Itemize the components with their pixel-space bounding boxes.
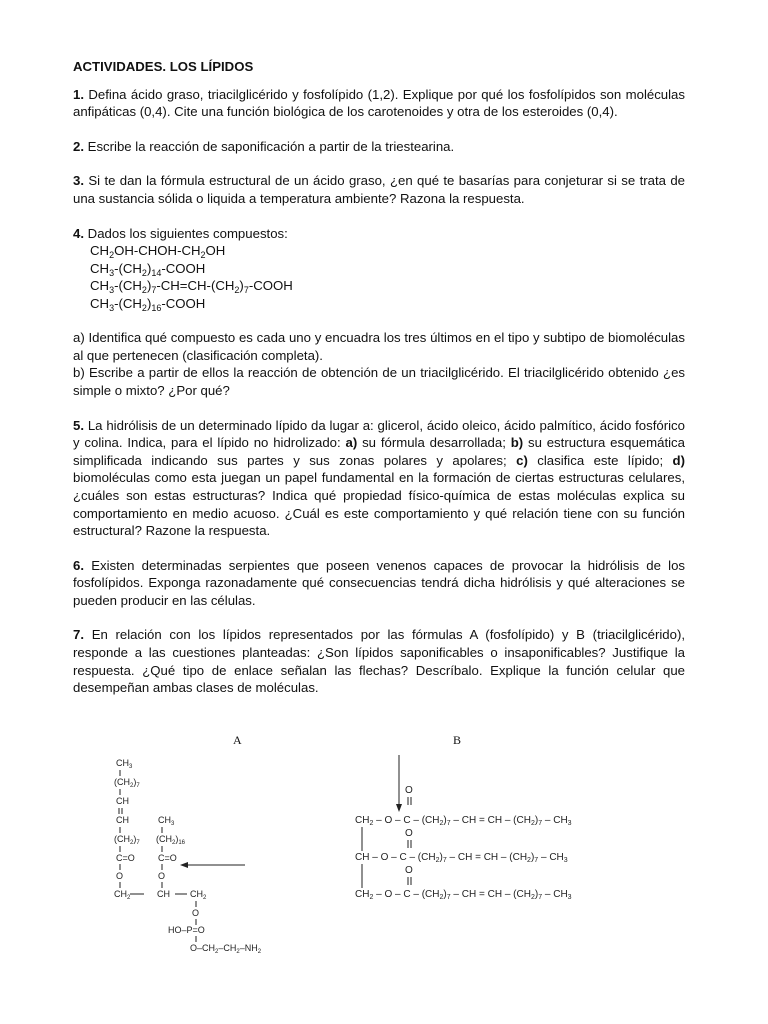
svg-text:CH3: $CH_3$	[158, 815, 175, 827]
question-6	[73, 557, 685, 610]
compound-formula: $CH_3-(CH_2)_7-CH=CH-(CH_2)_7$-COOH	[90, 278, 293, 296]
page-title: ACTIVIDADES. LOS LÍPIDOS	[73, 59, 254, 74]
question-2	[73, 138, 685, 156]
question-part-b: b) Escribe a partir de ellos la reacción de obtención de un triacilglicérido. El triacilglicérido obtenido ¿es simple o mixto? ¿Por qué?	[73, 365, 685, 398]
svg-text:CH: CH	[116, 796, 129, 806]
compound-list	[90, 242, 685, 312]
svg-text:CH2 – O – C – (CH2)7 – CH = CH: $CH_2$ – O – C – $(CH_2)_7$ – CH = CH – $(CH_2)_7 - CH_3$	[355, 815, 572, 827]
question-text: Si te dan la fórmula estructural de un ácido graso, ¿en qué te basarías para conjeturar si se trata de una sustancia sólida o liquida a temperatura ambiente? Razona la respuesta.	[73, 173, 685, 206]
question-number: 2.	[73, 138, 84, 154]
figure-label-b: B	[453, 733, 462, 747]
svg-text:CH – O – C – (CH2)7 – CH = CH: CH – O – C – $(CH_2)_7$ – CH = CH – $(CH_2)_7 - CH_3$	[355, 852, 568, 864]
question-number: 5.	[73, 417, 84, 433]
svg-text:CH3: $CH_3$	[116, 758, 133, 770]
structure-b	[355, 755, 572, 901]
figure-label-a: A	[233, 733, 242, 747]
question-number: 1.	[73, 86, 84, 102]
question-intro: Dados los siguientes compuestos:	[87, 225, 288, 241]
question-3	[73, 172, 685, 207]
svg-text:O: O	[192, 908, 200, 918]
svg-text:C=O: C=O	[116, 853, 135, 863]
structure-a	[114, 758, 262, 955]
structure-drawing	[100, 730, 600, 960]
compound-formula: $CH_2OH-CHOH-CH_2OH$	[90, 243, 226, 261]
question-text: La hidrólisis de un determinado lípido da lugar a: glicerol, ácido oleico, ácido palmítico, ácido fosfórico y colina. Indica, para el lípido no hidrolizado:	[73, 417, 685, 451]
svg-text:CH: CH	[157, 889, 170, 899]
question-4	[73, 225, 685, 400]
question-text: En relación con los lípidos representados por las fórmulas A (fosfolípido) y B (triacilglicérido), responde a las cuestiones planteadas: ¿Son lípidos saponificables o insaponificables? Justifique la respuesta. ¿Qué tipo de enlace señalan las flechas? Descríbalo. Explique la función celular que desempeñan ambas clases de moléculas.	[73, 627, 686, 696]
question-text: biomoléculas como esta juegan un papel fundamental en la formación de ciertas estructuras celulares, ¿cuáles son estas estructuras? Indica qué propiedad físico-química de estas moléculas explica su comportamiento en medio acuoso. ¿Cuál es este comportamiento y qué relación tiene con su función estructural? Razone la respuesta.	[73, 470, 685, 539]
question-part-a: a) Identifica qué compuesto es cada uno y encuadra los tres últimos en el tipo y subtipo de biomoléculas al que pertenecen (clasificación completa).	[73, 330, 685, 363]
question-number: 4.	[73, 225, 84, 241]
svg-text:O: O	[158, 871, 166, 881]
question-number: 6.	[73, 557, 84, 573]
part-label: b)	[510, 435, 524, 451]
svg-text:(CH2)7: $(CH_2)_7$	[114, 777, 140, 789]
lipid-structures-figure	[100, 730, 600, 960]
svg-text:(CH2)7: $(CH_2)_7$	[114, 834, 140, 846]
svg-text:O: O	[116, 871, 124, 881]
svg-text:O: O	[405, 785, 413, 796]
question-1	[73, 86, 685, 121]
question-text: Escribe la reacción de saponificación a partir de la triestearina.	[87, 138, 455, 154]
question-number: 7.	[73, 627, 84, 643]
svg-text:HO–P=O: HO–P=O	[168, 925, 205, 935]
svg-text:CH: CH	[116, 815, 129, 825]
part-label: c)	[516, 452, 528, 468]
compound-formula: $CH_3-(CH_2)_{14}$-COOH	[90, 260, 206, 278]
svg-text:O–CH2–CH2–NH2: $O-CH_2-CH_2-NH_2$	[190, 943, 262, 955]
question-text: Defina ácido graso, triacilglicérido y fosfolípido (1,2). Explique por qué los fosfolípidos son moléculas anfipáticas (0,4). Cite una función biológica de los carotenoides y otra de los esteroides (0,4).	[73, 86, 685, 120]
svg-text:(CH2)16: $(CH_2)_{16}$	[156, 834, 186, 846]
question-text: Existen determinadas serpientes que poseen venenos capaces de provocar la hidrólisis de los fosfolípidos. Exponga razonadamente qué consecuencias tendrá dicha hidrólisis y qué alteraciones se pueden producir en las células.	[73, 557, 685, 608]
svg-text:O: O	[405, 828, 413, 839]
compound-formula: $CH_3-(CH_2)_{16}$-COOH	[90, 295, 206, 313]
svg-text:CH2: $CH_2$	[114, 889, 131, 901]
svg-text:O: O	[405, 865, 413, 876]
question-text: clasifica este lípido;	[537, 452, 664, 468]
question-text: su fórmula desarrollada;	[362, 435, 506, 451]
svg-text:CH2: $CH_2$	[190, 889, 207, 901]
document-page	[73, 58, 685, 714]
question-number: 3.	[73, 173, 84, 189]
question-5	[73, 417, 685, 540]
part-label: d)	[672, 452, 685, 468]
question-7	[73, 626, 685, 696]
svg-text:CH2 – O – C – (CH2)7 – CH = CH: $CH_2$ – O – C – $(CH_2)_7$ – CH = CH – $(CH_2)_7 - CH_3$	[355, 889, 572, 901]
question-text: su estructura esquemática simplificada indicando sus partes y sus zonas polares y apolares;	[73, 435, 685, 468]
svg-text:C=O: C=O	[158, 853, 177, 863]
part-label: a)	[345, 435, 358, 451]
